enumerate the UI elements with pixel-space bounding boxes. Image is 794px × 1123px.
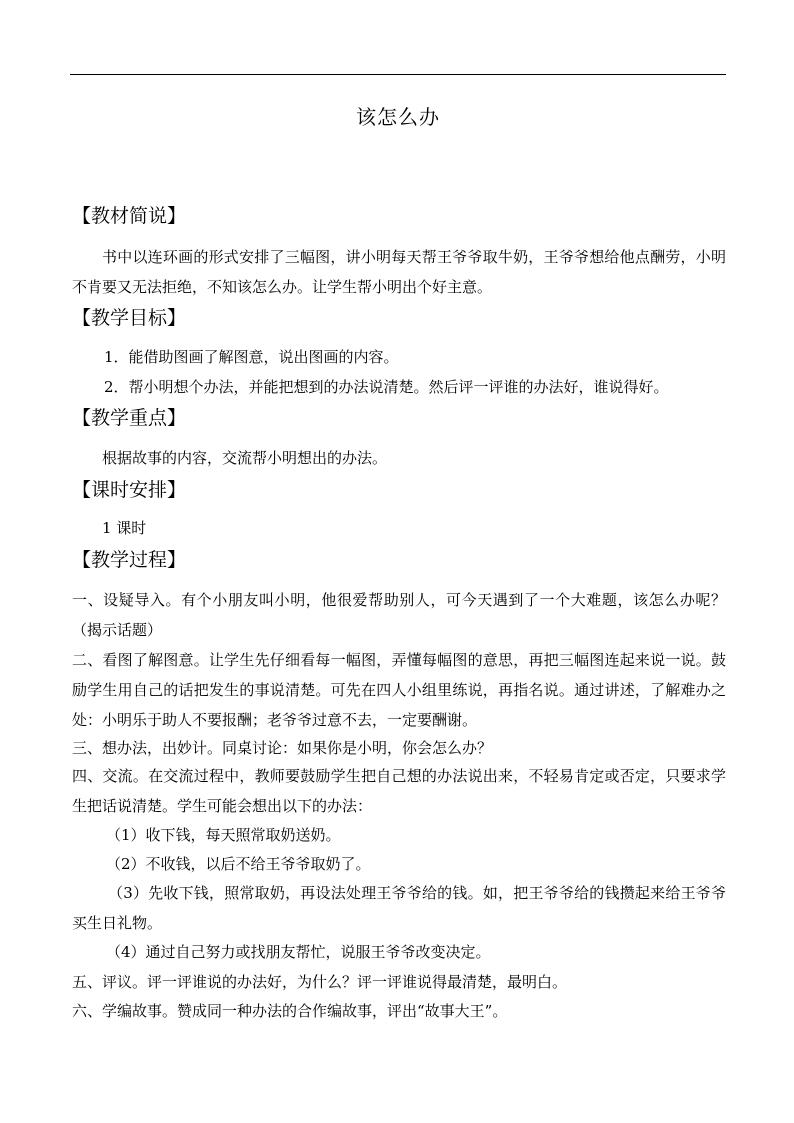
header-rule bbox=[70, 74, 726, 75]
goal-item-1: 1．能借助图画了解图意，说出图画的内容。 bbox=[104, 348, 399, 366]
document-page bbox=[70, 0, 726, 1123]
heading-goals: 【教学目标】 bbox=[72, 307, 187, 329]
heading-process: 【教学过程】 bbox=[72, 549, 187, 571]
option-item-3: （3）先收下钱，照常取奶，再设法处理王爷爷给的钱。如，把王爷爷给的钱攒起来给王爷爷买生日礼物。 bbox=[72, 884, 726, 932]
heading-focus: 【教学重点】 bbox=[72, 407, 187, 429]
goal-item-2: 2．帮小明想个办法，并能把想到的办法说清楚。然后评一评谁的办法好，谁说得好。 bbox=[104, 378, 669, 396]
heading-materials: 【教材简说】 bbox=[72, 205, 187, 227]
process-step-3: 三、想办法，出妙计。同桌讨论：如果你是小明，你会怎么办？ bbox=[72, 739, 493, 757]
schedule-paragraph: 1 课时 bbox=[102, 519, 147, 537]
document-title: 该怎么办 bbox=[356, 105, 440, 129]
process-step-4: 四、交流。在交流过程中，教师要鼓励学生把自己想的办法说出来，不轻易肯定或否定，只要求学生把话说清楚。学生可能会想出以下的办法： bbox=[72, 767, 726, 815]
focus-paragraph: 根据故事的内容，交流帮小明想出的办法。 bbox=[102, 449, 388, 467]
option-item-1: （1）收下钱，每天照常取奶送奶。 bbox=[106, 826, 341, 844]
option-item-2: （2）不收钱，以后不给王爷爷取奶了。 bbox=[106, 855, 371, 873]
process-step-1: 一、设疑导入。有个小朋友叫小明，他很爱帮助别人，可今天遇到了一个大难题，该怎么办呢？（揭示话题） bbox=[72, 591, 726, 639]
option-item-4: （4）通过自己努力或找朋友帮忙，说服王爷爷改变决定。 bbox=[106, 943, 491, 961]
process-step-5: 五、评议。评一评谁说的办法好，为什么？评一评谁说得最清楚，最明白。 bbox=[72, 973, 568, 991]
process-step-2: 二、看图了解图意。让学生先仔细看每一幅图，弄懂每幅图的意思，再把三幅图连起来说一说。鼓励学生用自己的话把发生的事说清楚。可先在四人小组里练说，再指名说。通过讲述，了解难办之处：小明乐于助人不要报酬；老爷爷过意不去，一定要酬谢。 bbox=[72, 651, 726, 729]
materials-paragraph: 书中以连环画的形式安排了三幅图，讲小明每天帮王爷爷取牛奶，王爷爷想给他点酬劳，小明不肯要又无法拒绝，不知该怎么办。让学生帮小明出个好主意。 bbox=[72, 248, 726, 296]
heading-schedule: 【课时安排】 bbox=[72, 479, 187, 501]
process-step-6: 六、学编故事。赞成同一种办法的合作编故事，评出“故事大王”。 bbox=[72, 1002, 508, 1020]
